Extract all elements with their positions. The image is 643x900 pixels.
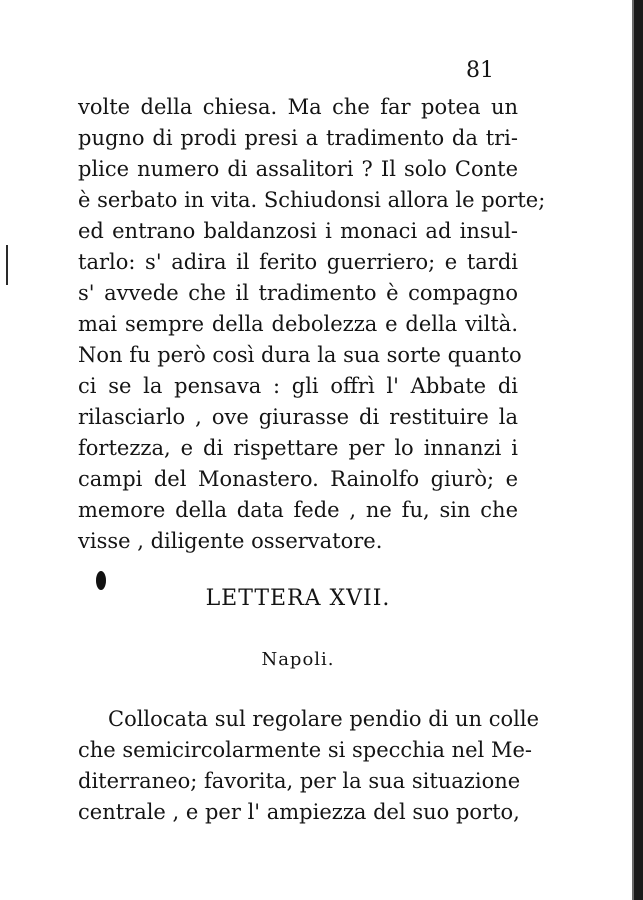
text-line: mai sempre della debolezza e della viltà. [78, 312, 518, 336]
text-line: pugno di prodi presi a tradimento da tri- [78, 126, 518, 150]
margin-mark [6, 245, 8, 285]
page-number: 81 [466, 58, 494, 83]
text-line: volte della chiesa. Ma che far potea un [78, 95, 518, 119]
text-line: ed entrano baldanzosi i monaci ad insul- [78, 219, 518, 243]
page-edge-shadow [634, 0, 643, 900]
text-line: s' avvede che il tradimento è compagno [78, 281, 518, 305]
place-heading: Napoli. [261, 649, 335, 670]
text-line: fortezza, e di rispettare per lo innanzi i [78, 436, 518, 460]
text-line: plice numero di assalitori ? Il solo Conte [78, 157, 518, 181]
text-line: ci se la pensava : gli offrì l' Abbate di [78, 374, 518, 398]
text-line: centrale , e per l' ampiezza del suo porto, [78, 800, 520, 824]
text-line: è serbato in vita. Schiudonsi allora le porte; [78, 188, 546, 212]
letter-title: LETTERA XVII. [205, 586, 391, 611]
paragraph-1 [78, 92, 546, 557]
text-line: diterraneo; favorita, per la sua situazione [78, 769, 521, 793]
text-line: Collocata sul regolare pendio di un colle [108, 707, 540, 731]
text-line: visse , diligente osservatore. [78, 529, 383, 553]
text-line: rilasciarlo , ove giurasse di restituire la [78, 405, 518, 429]
text-line: tarlo: s' adira il ferito guerriero; e tardi [78, 250, 518, 274]
text-line: memore della data fede , ne fu, sin che [78, 498, 518, 522]
text-line: campi del Monastero. Rainolfo giurò; e [78, 467, 518, 491]
page-edge-line [632, 0, 634, 900]
text-line: che semicircolarmente si specchia nel Me- [78, 738, 532, 762]
text-line: Non fu però così dura la sua sorte quanto [78, 343, 522, 367]
paragraph-2 [78, 704, 540, 828]
